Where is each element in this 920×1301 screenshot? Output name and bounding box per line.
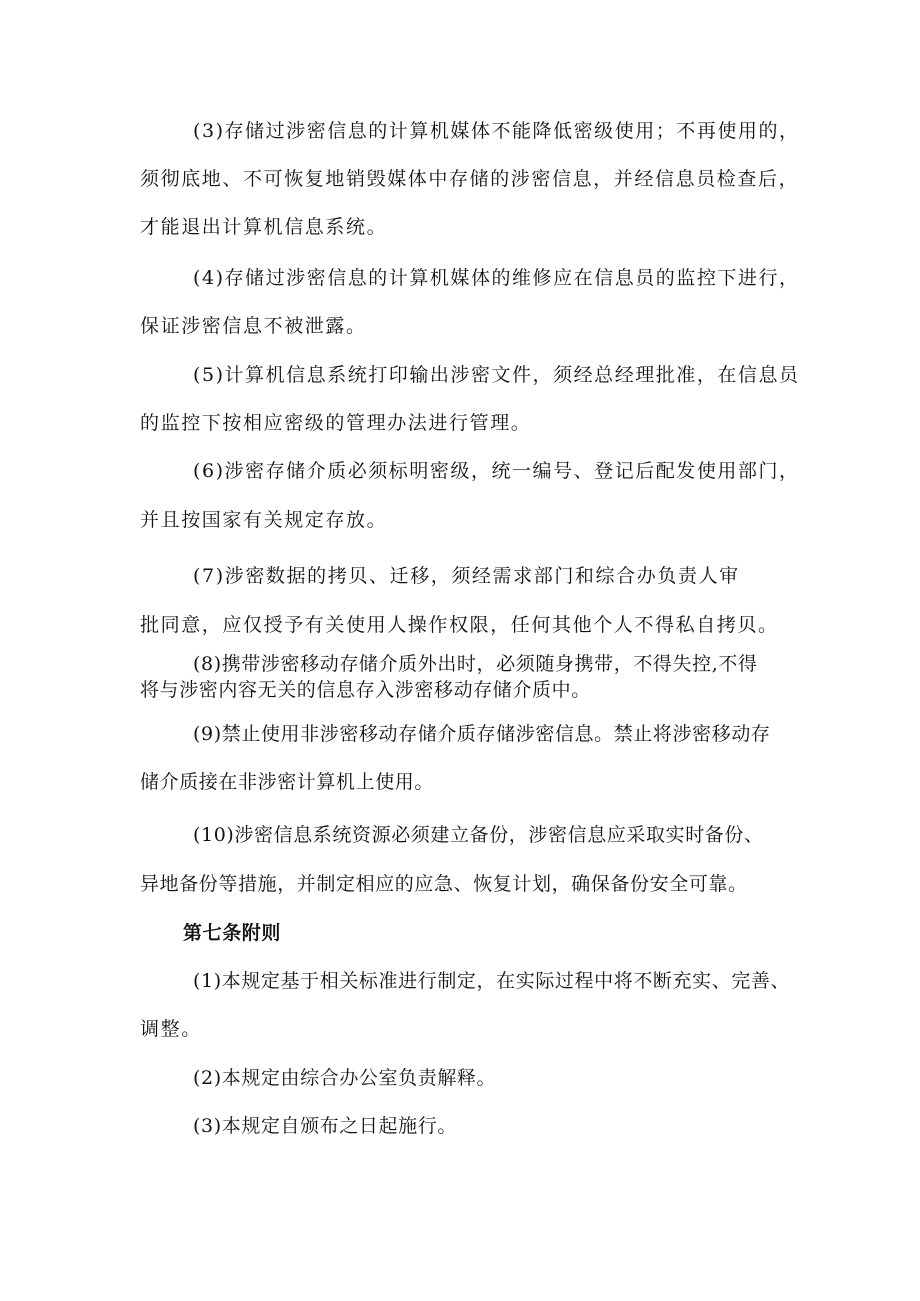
paragraph-9-line-2: 储介质接在非涉密计算机上使用。 [140, 771, 435, 793]
paragraph-3-line-3: 才能退出计算机信息系统。 [140, 216, 388, 238]
paragraph-8-line-2: 将与涉密内容无关的信息存入涉密移动存储介质中。 [140, 679, 591, 701]
paragraph-6-line-1: (6)涉密存储介质必须标明密级，统一编号、登记后配发使用部门， [193, 460, 800, 482]
paragraph-5-line-2: 的监控下按相应密级的管理办法进行管理。 [140, 412, 532, 434]
paragraph-3-line-1: (3)存储过涉密信息的计算机媒体不能降低密级使用；不再使用的， [193, 120, 800, 142]
paragraph-7-line-1: (7)涉密数据的拷贝、迁移，须经需求部门和综合办负责人审 [193, 565, 740, 587]
paragraph-5-line-1: (5)计算机信息系统打印输出涉密文件，须经总经理批准，在信息员 [193, 364, 800, 386]
paragraph-9-line-1: (9)禁止使用非涉密移动存储介质存储涉密信息。禁止将涉密移动存 [193, 723, 771, 745]
appendix-3: (3)本规定自颁布之日起施行。 [193, 1115, 457, 1137]
paragraph-10-line-1: (10)涉密信息系统资源必须建立备份，涉密信息应采取实时备份、 [193, 824, 764, 846]
paragraph-10-line-2: 异地备份等措施，并制定相应的应急、恢复计划，确保备份安全可靠。 [140, 873, 748, 895]
paragraph-8-line-1: (8)携带涉密移动存储介质外出时，必须随身携带，不得失控,不得 [193, 653, 758, 675]
appendix-2: (2)本规定由综合办公室负责解释。 [193, 1067, 497, 1089]
appendix-1-line-2: 调整。 [140, 1018, 202, 1040]
appendix-1-line-1: (1)本规定基于相关标准进行制定，在实际过程中将不断充实、完善、 [193, 970, 791, 992]
paragraph-3-line-2: 须彻底地、不可恢复地销毁媒体中存储的涉密信息，并经信息员检查后， [140, 168, 800, 190]
paragraph-4-line-1: (4)存储过涉密信息的计算机媒体的维修应在信息员的监控下进行， [193, 267, 800, 289]
paragraph-4-line-2: 保证涉密信息不被泄露。 [140, 315, 367, 337]
paragraph-6-line-2: 并且按国家有关规定存放。 [140, 509, 388, 531]
paragraph-7-line-2: 批同意，应仅授予有关使用人操作权限，任何其他个人不得私自拷贝。 [140, 614, 779, 636]
section-heading: 第七条附则 [183, 922, 282, 944]
